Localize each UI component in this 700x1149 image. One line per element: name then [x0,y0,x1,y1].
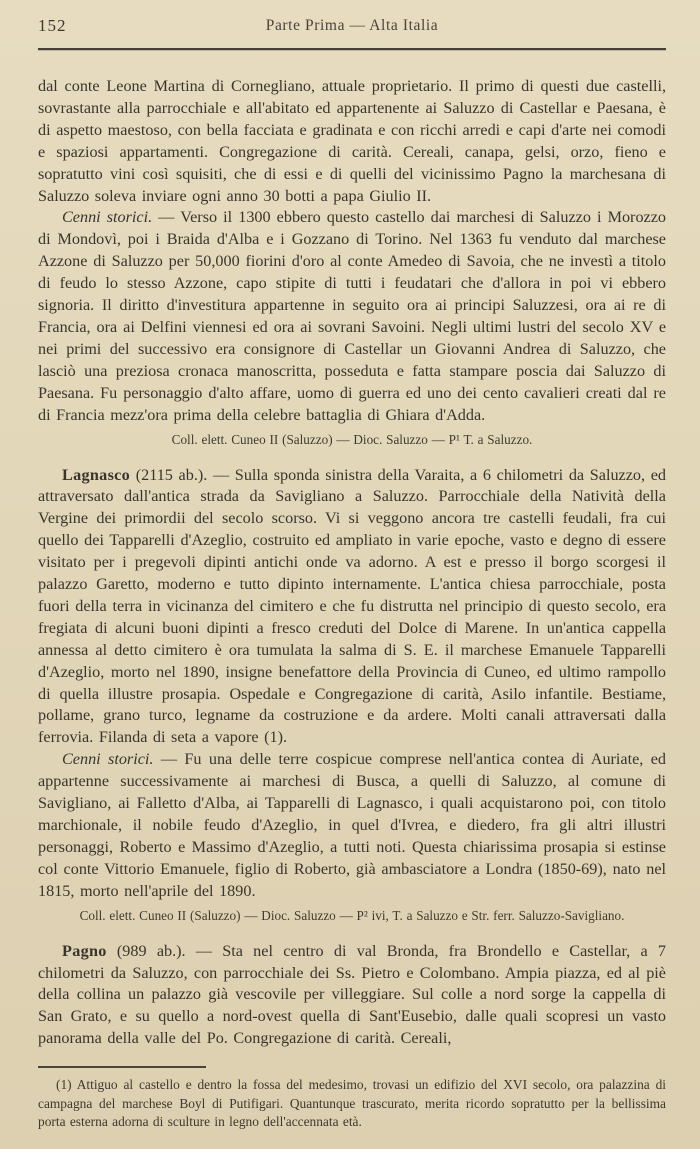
footnote-rule [38,1066,206,1068]
paragraph-text: (989 ab.). — Sta nel centro di val Bronda, fra Brondello e Castellar, a 7 chilometri da Saluzzo, con parrocchiale dei Ss. Pietro e Colombano. Ampia piazza, ed al piè della collina un palazzo già vescovile per villeggiare. Sul colle a nord sorge la cappella di San Grato, e su quello a nord-ovest quella di Sant'Eusebio, dalle quali scopresi un vasto panorama della valle del Po. Congregazione di carità. Cereali, [38,941,666,1048]
paragraph [38,906,666,926]
paragraph-lead: Cenni storici. [62,208,153,227]
page-body [38,76,666,1132]
paragraph-text: — Fu una delle terre cospicue comprese nell'antica contea di Auriate, ed appartenne successivamente ai marchesi di Busca, a quelli di Saluzzo, al comune di Savigliano, ai Falletto d'Alba, ai Tapparelli di Lagnasco, i quali acquistarono poi, con titolo marchionale, il nobile feudo d'Azeglio, in quel d'Ivrea, e diedero, fra gli altri illustri personaggi, Roberto e Massimo d'Azeglio, a tutti noti. Questa chiarissima prosapia si estinse col conte Vittorio Emanuele, figlio di Roberto, già ambasciatore a Londra (1850-69), nato nel 1815, morto nell'aprile del 1890. [38,750,666,900]
page-header [38,14,666,40]
paragraph [38,465,666,750]
paragraph-text: Coll. elett. Cuneo II (Saluzzo) — Dioc. Saluzzo — P¹ T. a Saluzzo. [171,431,533,447]
paragraph [38,749,666,902]
paragraph [38,76,666,207]
paragraph [38,941,666,1051]
footnote-text: (1) Attiguo al castello e dentro la fossa del medesimo, trovasi un edifizio del XVI secolo, ora palazzina di campagna del marchese Boyl di Putifigari. Quantunque trascurato, merita ricordo sopratutto per la bellissima porta esterna adorna di sculture in legno dell'accennata età. [38,1077,666,1130]
paragraph [38,207,666,426]
paragraph-text: Coll. elett. Cuneo II (Saluzzo) — Dioc. Saluzzo — P² ivi, T. a Saluzzo e Str. ferr. Saluzzo-Savigliano. [79,907,625,923]
paragraph-lead: Lagnasco [62,465,131,484]
paragraph-text: dal conte Leone Martina di Cornegliano, attuale proprietario. Il primo di questi due castelli, sovrastante alla parrocchiale e all'abitato ed appartenente ai Saluzzo di Castellar e Paesana, è di aspetto maestoso, con bella facciata e gradinata e con ricchi arredi e capi d'arte nei comodi e spaziosi appartamenti. Congregazione di carità. Cereali, canapa, gelsi, orzo, fieno e sopratutto vini così squisiti, che di essi e di quelli del vicinissimo Pagno la marchesana di Saluzzo soleva inviare ogni anno 30 botti a papa Giulio II. [38,77,666,205]
header-rule [38,48,666,50]
running-title: Parte Prima — Alta Italia [265,17,439,34]
page-number: 152 [38,16,67,35]
paragraph-text: — Verso il 1300 ebbero questo castello dai marchesi di Saluzzo i Morozzo di Mondovì, poi i Braida d'Alba e i Gozzano di Torino. Nel 1363 fu venduto dal marchese Azzone di Saluzzo per 50,000 fiorini d'oro al conte Amedeo di Savoia, che ne investì a titolo di feudo lo stesso Azzone, capo stipite di tutti i feudatari che d'allora in poi vi ebbero signoria. Il diritto d'investitura appartenne in seguito ora ai principi Saluzzesi, ora ai re di Francia, ora ai Delfini viennesi ed ora ai sovrani Savoini. Negli ultimi lustri del secolo XV e nei primi del successivo era consignore di Castellar un Giovanni Andrea di Saluzzo, che lasciò una preziosa cronaca manoscritta, posseduta e fatta stampare poscia dai Saluzzo di Paesana. Fu personaggio d'alto affare, uomo di guerra ed uno dei cento cavalieri creati dal re di Francia mezz'ora prima della celebre battaglia di Ghiara d'Adda. [38,208,666,424]
paragraph-container [38,76,666,1050]
footnote-section [38,1066,666,1132]
paragraph [38,430,666,450]
paragraph-text: (2115 ab.). — Sulla sponda sinistra della Varaita, a 6 chilometri da Saluzzo, ed attraversato dall'antica strada da Savigliano a Saluzzo. Parrocchiale della Natività della Vergine dei primordii del secolo scorso. Vi si veggono ancora tre castelli feudali, fra cui quello dei Tapparelli d'Azeglio, costruito ed ampliato in varie epoche, vasto e degno di essere visitato per i pregevoli dipinti antichi onde va adorno. A est e presso il borgo scorgesi il palazzo Garetto, moderno e tutto dipinto internamente. L'antica chiesa parrocchiale, posta fuori della terra in vicinanza del cimitero e che fu distrutta nel principio di questo secolo, era fregiata di alcuni buoni dipinti a fresco creduti del Dolce di Marene. In un'antica cappella annessa al detto cimitero è ora tumulata la salma di S. E. il marchese Emanuele Tapparelli d'Azeglio, morto nel 1890, insigne benefattore della Provincia di Cuneo, ed ultimo rampollo di quella illustre prosapia. Ospedale e Congregazione di carità, Asilo infantile. Bestiame, pollame, grano turco, legname da costruzione e da ardere. Molti canali attraversati dalla ferrovia. Filanda di seta a vapore (1). [38,465,666,747]
paragraph-lead: Cenni storici. [62,750,154,769]
paragraph-lead: Pagno [62,941,107,960]
